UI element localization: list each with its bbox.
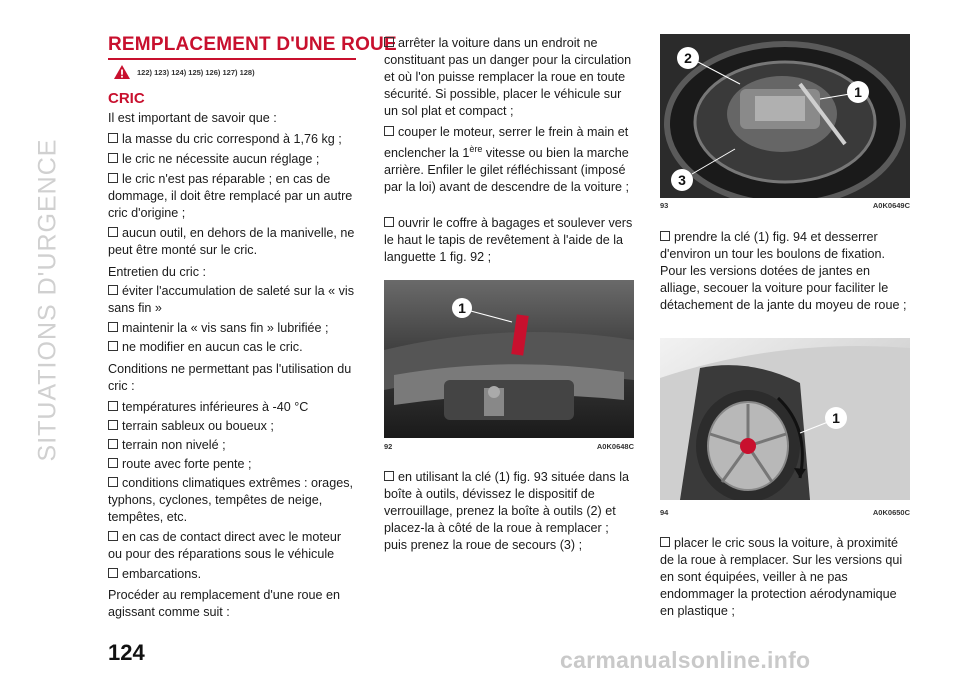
list-item: embarcations. — [108, 566, 201, 583]
list-item: conditions climatiques extrêmes : orages, typhons, cyclones, tempêtes de neige, tempêtes, etc. — [108, 476, 353, 524]
list-item: aucun outil, en dehors de la manivelle, ne peut être monté sur le cric. — [108, 226, 355, 257]
figure-number: 93 — [660, 201, 669, 210]
subsection-title: CRIC — [108, 90, 145, 107]
section-title: REMPLACEMENT D'UNE ROUE — [108, 34, 397, 55]
intro-text: Il est important de savoir que : — [108, 111, 277, 125]
checkbox-bullet-icon — [108, 285, 118, 295]
callout-3: 3 — [678, 172, 686, 188]
checkbox-bullet-icon — [108, 531, 118, 541]
checkbox-bullet-icon — [660, 537, 670, 547]
checkbox-bullet-icon — [108, 477, 118, 487]
checkbox-bullet-icon — [108, 173, 118, 183]
figure-code: A0K0648C — [596, 442, 634, 451]
list-item: en cas de contact direct avec le moteur ou pour des réparations sous le véhicule — [108, 530, 342, 561]
checkbox-bullet-icon — [108, 420, 118, 430]
checkbox-bullet-icon — [108, 401, 118, 411]
list-item: prendre la clé (1) fig. 94 et desserrer d'environ un tour les boulons de fixation. Pour les versions dotées de jantes en alliage, secouer la voiture pour faciliter le détachement de la jante du moyeu de roue ; — [660, 230, 907, 312]
checkbox-bullet-icon — [108, 227, 118, 237]
list-item: terrain sableux ou boueux ; — [108, 418, 274, 435]
callout-1: 1 — [458, 300, 466, 316]
warning-ref-list: 122) 123) 124) 125) 126) 127) 128) — [137, 67, 255, 77]
list-item: maintenir la « vis sans fin » lubrifiée ; — [108, 320, 329, 337]
spare-wheel-illustration — [660, 34, 910, 198]
list-item: ne modifier en aucun cas le cric. — [108, 339, 303, 356]
list-item: éviter l'accumulation de saleté sur la « vis sans fin » — [108, 284, 355, 315]
list-item: en utilisant la clé (1) fig. 93 située dans la boîte à outils, dévissez le dispositif de verrouillage, prenez la boîte à outils (2) et placez-la à côté de la roue à remplacer ; puis prenez la roue de secours (3) ; — [384, 470, 630, 552]
page-number: 124 — [108, 640, 145, 665]
callout-2: 2 — [684, 50, 692, 66]
checkbox-bullet-icon — [108, 341, 118, 351]
checkbox-bullet-icon — [108, 153, 118, 163]
list-item: couper le moteur, serrer le frein à main et enclencher la 1ère vitesse ou bien la marche arrière. Enfiler le gilet réfléchissant (imposé par la loi) avant de descendre de la voiture ; — [384, 125, 630, 195]
list-item: le cric n'est pas réparable ; en cas de dommage, il doit être remplacé par un autre cric d'origine ; — [108, 172, 353, 220]
figure-number: 92 — [384, 442, 393, 451]
wheel-bolts-illustration — [660, 338, 910, 500]
list-item: arrêter la voiture dans un endroit ne constituant pas un danger pour la circulation et où l'on puisse remplacer la roue en toute sécurité. Si possible, placer le véhicule sur un sol plat et compact ; — [384, 36, 632, 118]
figure-93-caption — [660, 201, 910, 210]
checkbox-bullet-icon — [660, 231, 670, 241]
checkbox-bullet-icon — [108, 322, 118, 332]
warning-references — [113, 64, 255, 80]
checkbox-bullet-icon — [108, 439, 118, 449]
list-item: températures inférieures à -40 °C — [108, 399, 308, 416]
figure-94-image — [660, 338, 910, 500]
chapter-side-title-text: SITUATIONS D'URGENCE — [33, 138, 62, 462]
figure-code: A0K0650C — [872, 508, 910, 517]
figure-code: A0K0649C — [872, 201, 910, 210]
checkbox-bullet-icon — [108, 568, 118, 578]
maintenance-heading: Entretien du cric : — [108, 265, 206, 279]
checkbox-bullet-icon — [384, 126, 394, 136]
figure-number: 94 — [660, 508, 669, 517]
checkbox-bullet-icon — [384, 217, 394, 227]
list-item: le cric ne nécessite aucun réglage ; — [108, 151, 319, 168]
checkbox-bullet-icon — [108, 458, 118, 468]
figure-92-caption — [384, 442, 634, 451]
figure-93-image — [660, 34, 910, 198]
watermark: carmanualsonline.info — [560, 647, 811, 673]
checkbox-bullet-icon — [384, 471, 394, 481]
callout-1: 1 — [832, 410, 840, 426]
warning-triangle-icon — [113, 64, 131, 80]
checkbox-bullet-icon — [384, 37, 394, 47]
callout-1: 1 — [854, 84, 862, 100]
trunk-floor-illustration — [384, 280, 634, 438]
figure-94-caption — [660, 508, 910, 517]
list-item: route avec forte pente ; — [108, 456, 252, 473]
list-item: ouvrir le coffre à bagages et soulever vers le haut le tapis de revêtement à l'aide de la languette 1 fig. 92 ; — [384, 216, 633, 264]
figure-92-image — [384, 280, 634, 438]
title-divider — [108, 58, 356, 60]
checkbox-bullet-icon — [108, 133, 118, 143]
list-item: terrain non nivelé ; — [108, 437, 226, 454]
list-item: la masse du cric correspond à 1,76 kg ; — [108, 131, 342, 148]
procedure-intro: Procéder au remplacement d'une roue en agissant comme suit : — [108, 588, 341, 619]
conditions-heading: Conditions ne permettant pas l'utilisation du cric : — [108, 362, 352, 393]
list-item: placer le cric sous la voiture, à proximité de la roue à remplacer. Sur les versions qui en sont équipées, veiller à ne pas endommager la protection aérodynamique en plastique ; — [660, 536, 903, 618]
